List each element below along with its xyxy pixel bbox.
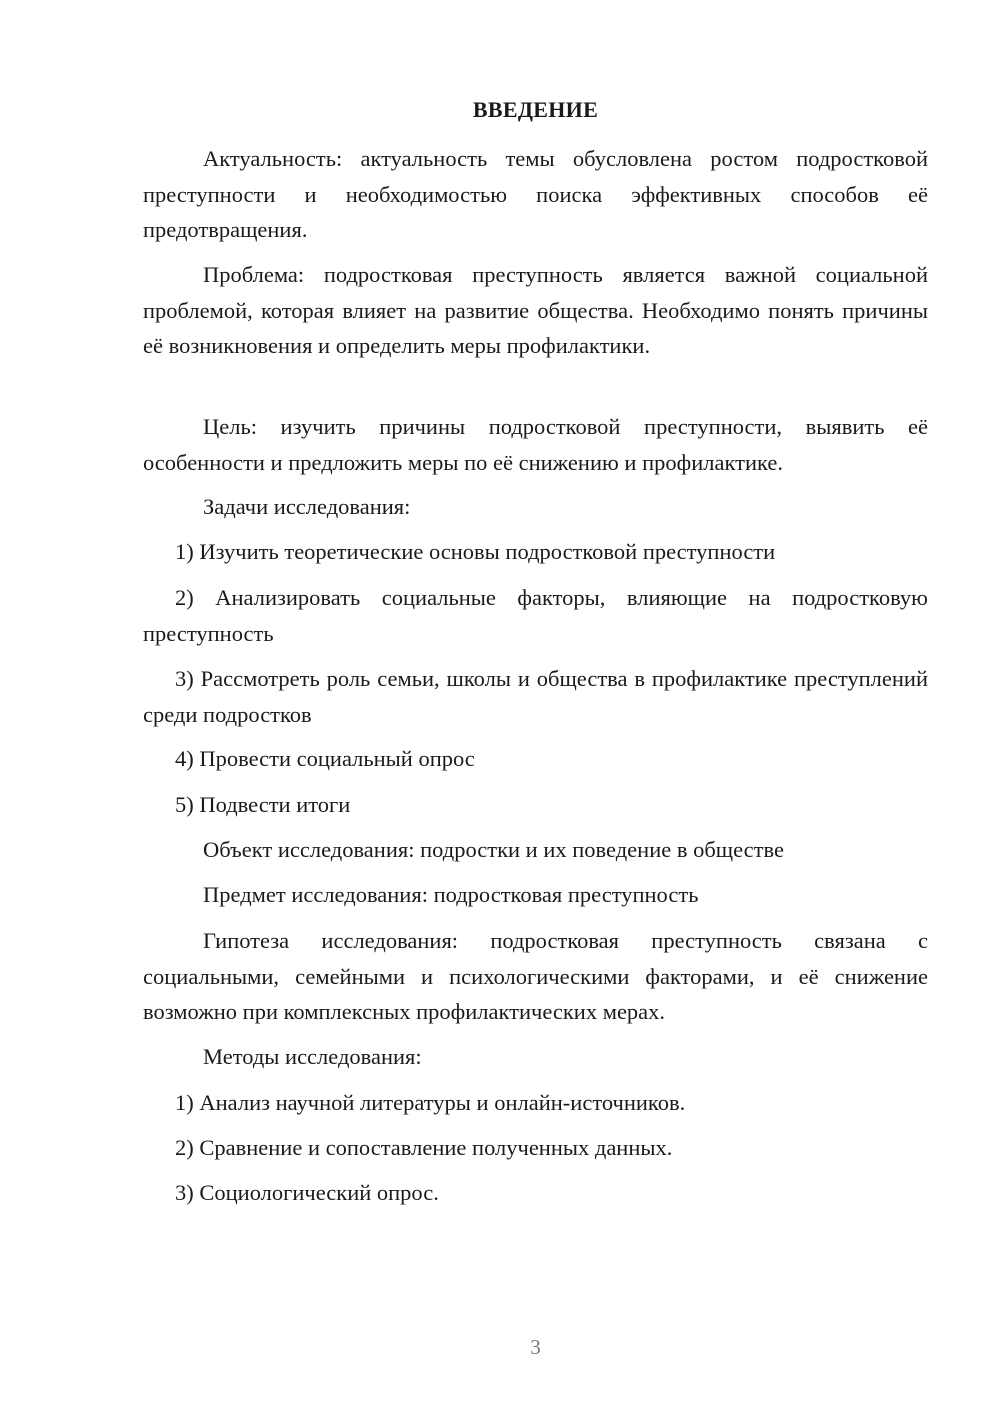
- problem-paragraph: Проблема: подростковая преступность является важной социальной проблемой, которая влияет на развитие общества. Необходимо понять причины её возникновения и определить меры профилактики.: [143, 262, 928, 358]
- method-item-1: 1) Анализ научной литературы и онлайн-источников.: [175, 1090, 686, 1115]
- document-page: [143, 0, 928, 1414]
- relevance-paragraph: Актуальность: актуальность темы обусловлена ростом подростковой преступности и необходимостью поиска эффективных способов её предотвращения.: [143, 146, 928, 242]
- task-item-5: 5) Подвести итоги: [175, 792, 351, 817]
- methods-heading: Методы исследования:: [203, 1044, 422, 1069]
- task-item-1: 1) Изучить теоретические основы подростковой преступности: [175, 539, 776, 564]
- tasks-heading: Задачи исследования:: [203, 494, 411, 519]
- task-item-4: 4) Провести социальный опрос: [175, 746, 475, 771]
- method-item-3: 3) Социологический опрос.: [175, 1180, 439, 1205]
- hypothesis-paragraph: Гипотеза исследования: подростковая преступность связана с социальными, семейными и психологическими факторами, и её снижение возможно при комплексных профилактических мерах.: [143, 928, 928, 1024]
- task-item-2: 2) Анализировать социальные факторы, влияющие на подростковую преступность: [143, 585, 928, 646]
- task-item-3: 3) Рассмотреть роль семьи, школы и общества в профилактике преступлений среди подростков: [143, 666, 928, 727]
- page-number: 3: [530, 1335, 541, 1359]
- method-item-2: 2) Сравнение и сопоставление полученных данных.: [175, 1135, 673, 1160]
- object-paragraph: Объект исследования: подростки и их поведение в обществе: [203, 837, 784, 862]
- page-title: ВВЕДЕНИЕ: [472, 97, 599, 122]
- subject-paragraph: Предмет исследования: подростковая преступность: [203, 882, 699, 907]
- goal-paragraph: Цель: изучить причины подростковой преступности, выявить её особенности и предложить меры по её снижению и профилактике.: [143, 414, 928, 475]
